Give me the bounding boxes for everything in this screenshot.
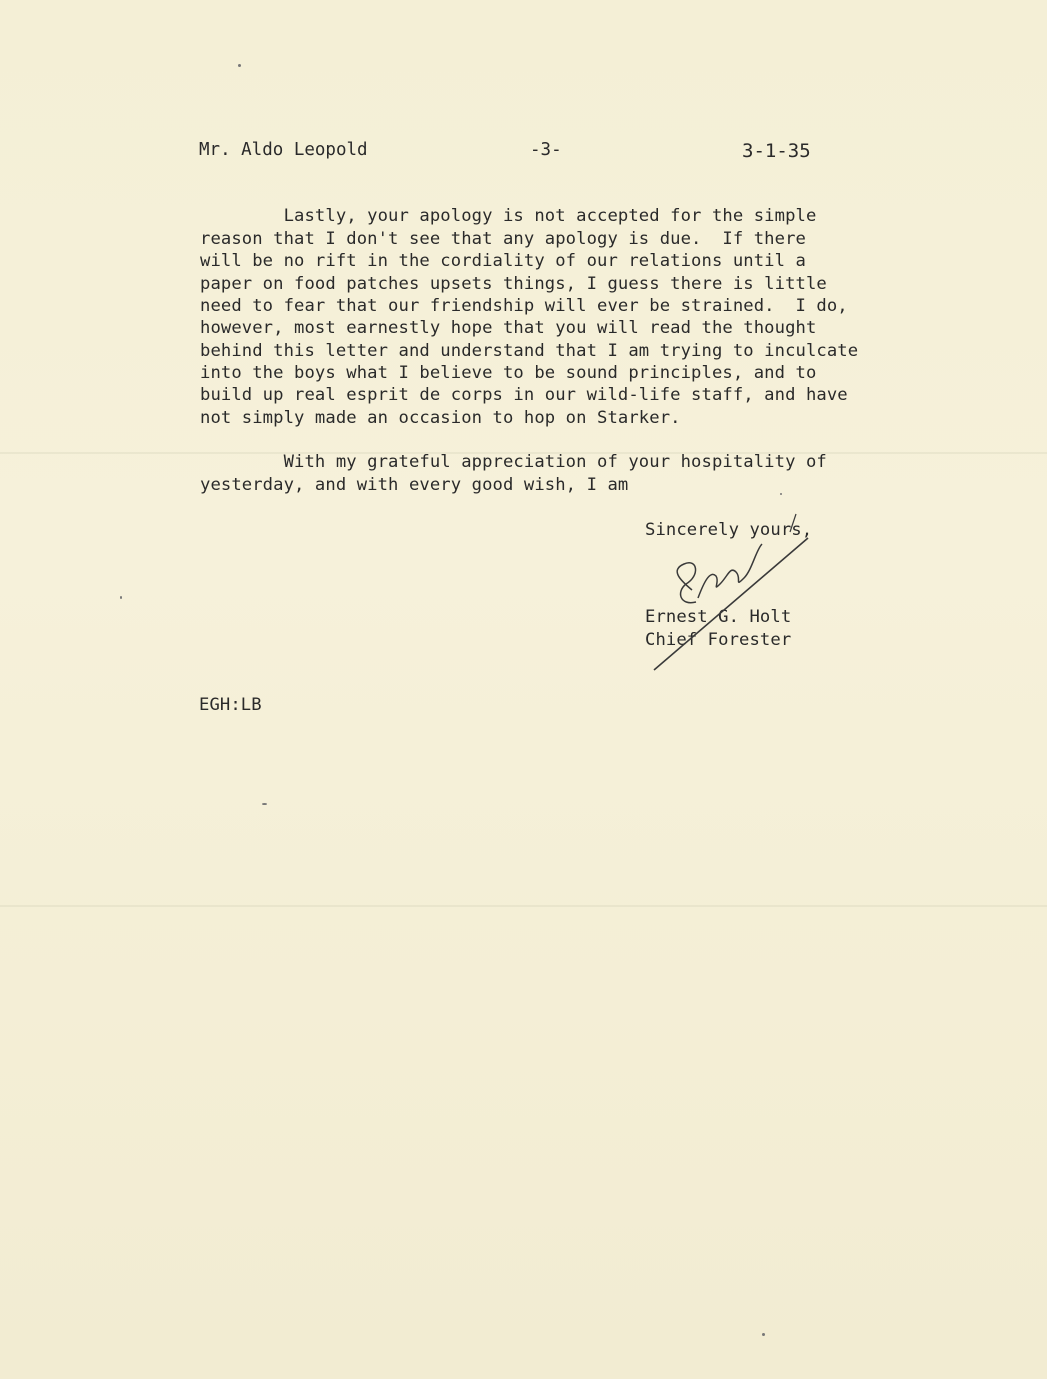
body-line: into the boys what I believe to be sound principles, and to (200, 363, 817, 383)
handwritten-signature (640, 510, 820, 680)
paper-speck (120, 596, 122, 599)
paper-speck (262, 803, 267, 805)
signer-title: Chief Forester (645, 630, 792, 650)
paper-fold (0, 905, 1047, 907)
signature-stroke (790, 514, 796, 532)
body-line: With my grateful appreciation of your hospitality of (200, 452, 827, 472)
reference-initials: EGH:LB (199, 695, 262, 715)
letter-date: 3-1-35 (742, 140, 811, 162)
body-line: need to fear that our friendship will ever be strained. I do, (200, 296, 848, 316)
body-line: build up real esprit de corps in our wild-life staff, and have (200, 385, 848, 405)
body-line: yesterday, and with every good wish, I am (200, 475, 629, 495)
signature-stroke (698, 544, 762, 598)
closing-salutation: Sincerely yours, (645, 520, 813, 540)
body-line: will be no rift in the cordiality of our relations until a (200, 251, 806, 271)
page-number: -3- (530, 140, 562, 160)
signer-name: Ernest G. Holt (645, 607, 792, 627)
body-line: behind this letter and understand that I am trying to inculcate (200, 341, 859, 361)
body-line: not simply made an occasion to hop on Starker. (200, 408, 681, 428)
paper-speck (762, 1333, 765, 1336)
paper-speck (780, 493, 782, 495)
body-line: reason that I don't see that any apology is due. If there (200, 229, 806, 249)
addressee: Mr. Aldo Leopold (199, 140, 368, 160)
signature-stroke (677, 563, 696, 603)
paper-speck (238, 64, 241, 67)
body-line: paper on food patches upsets things, I guess there is little (200, 274, 827, 294)
body-line: Lastly, your apology is not accepted for the simple (200, 206, 817, 226)
signature-stroke (654, 538, 808, 670)
body-line: however, most earnestly hope that you will read the thought (200, 318, 817, 338)
